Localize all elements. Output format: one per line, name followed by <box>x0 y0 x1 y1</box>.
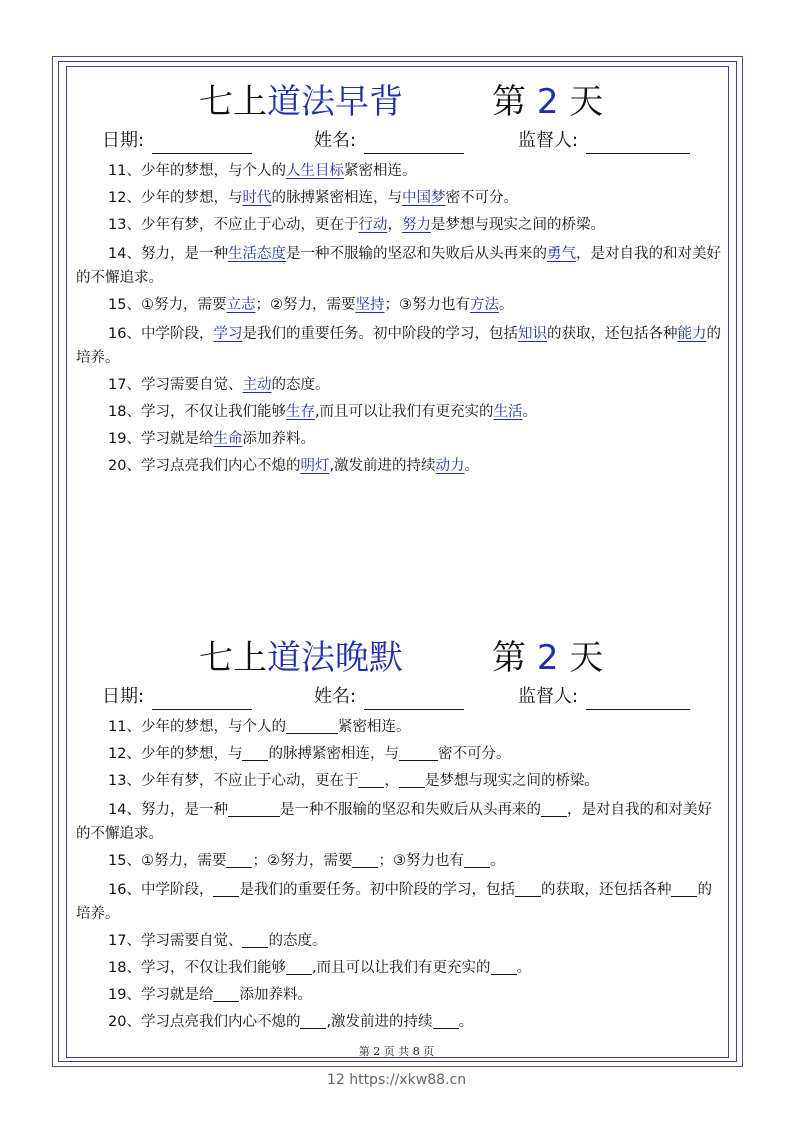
page-indicator: 第 2 页 共 8 页 <box>358 1045 435 1058</box>
item-text: 11、少年的梦想，与个人的 <box>108 163 286 179</box>
item-text: 15、①努力，需要 <box>108 853 227 869</box>
item-text: 的脉搏紧密相连，与 <box>271 190 402 206</box>
item-text: 的态度。 <box>268 933 327 949</box>
item-text: 14、努力，是一种 <box>108 246 228 262</box>
item-text: 15、①努力，需要 <box>108 297 227 313</box>
list-item <box>76 878 722 926</box>
list-item <box>76 742 722 766</box>
name-input-line[interactable] <box>364 689 464 710</box>
answer-blank[interactable] <box>515 880 541 897</box>
item-answer: 动力 <box>435 458 465 474</box>
list-item <box>76 400 722 424</box>
item-answer: 主动 <box>242 377 272 393</box>
evening-supervisor-field[interactable]: 监督人: <box>518 684 690 710</box>
item-text: 紧密相连。 <box>337 719 411 735</box>
answer-blank[interactable] <box>242 931 268 948</box>
item-answer: 人生目标 <box>285 163 344 179</box>
item-text: 13、少年有梦，不应止于心动，更在于 <box>108 773 359 789</box>
answer-blank[interactable] <box>491 958 517 975</box>
list-item <box>76 956 722 980</box>
morning-section <box>76 80 722 478</box>
item-text: 添加养料。 <box>242 431 315 447</box>
item-text: ；③努力也有 <box>378 853 464 869</box>
item-text: ；③努力也有 <box>384 297 470 313</box>
item-text: ，是对自我的和对美好的不懈追求。 <box>76 246 721 286</box>
list-item <box>76 159 722 183</box>
list-item <box>76 1010 722 1034</box>
answer-blank[interactable] <box>286 717 338 734</box>
list-item <box>76 715 722 739</box>
morning-supervisor-field[interactable]: 监督人: <box>518 128 690 154</box>
answer-blank[interactable] <box>671 880 697 897</box>
answer-blank[interactable] <box>399 744 438 761</box>
answer-blank[interactable] <box>358 771 384 788</box>
item-text: 。 <box>489 853 505 869</box>
item-text: 。 <box>464 458 480 474</box>
item-text: ， <box>387 217 402 233</box>
item-text: ；②努力，需要 <box>255 297 356 313</box>
list-item <box>76 454 722 478</box>
item-text: 是我们的重要任务。初中阶段的学习，包括 <box>242 326 518 342</box>
evening-title: 七上道法晚默 <box>199 638 403 678</box>
watermark-url: 12 https://xkw88.cn <box>326 1072 467 1088</box>
item-answer: 努力 <box>401 217 431 233</box>
item-text: 的培养。 <box>76 326 721 366</box>
list-item <box>76 213 722 237</box>
item-text: 20、学习点亮我们内心不熄的 <box>108 1014 301 1030</box>
answer-blank[interactable] <box>433 1012 459 1029</box>
item-text: 添加养料。 <box>239 987 312 1003</box>
item-text: 16、中学阶段， <box>108 326 214 342</box>
list-item <box>76 242 722 290</box>
evening-section <box>76 636 722 1034</box>
evening-day-label: 第 2 天 <box>492 638 604 678</box>
item-text: 20、学习点亮我们内心不熄的 <box>108 458 301 474</box>
answer-blank[interactable] <box>213 880 239 897</box>
list-item <box>76 373 722 397</box>
item-text: ,而且可以让我们有更充实的 <box>314 404 494 420</box>
item-text: ,激发前进的持续 <box>329 458 436 474</box>
item-text: 的态度。 <box>271 377 330 393</box>
answer-blank[interactable] <box>286 958 312 975</box>
list-item <box>76 929 722 953</box>
item-answer: 生活态度 <box>227 246 286 262</box>
item-text: 是一种不服输的坚忍和失败后从头再来的 <box>279 802 541 818</box>
list-item <box>76 798 722 846</box>
item-answer: 生存 <box>285 404 315 420</box>
list-item <box>76 427 722 451</box>
answer-blank[interactable] <box>228 800 280 817</box>
item-answer: 时代 <box>242 190 272 206</box>
item-answer: 明灯 <box>300 458 330 474</box>
item-text: 12、少年的梦想，与 <box>108 190 243 206</box>
item-text: ,而且可以让我们有更充实的 <box>311 960 491 976</box>
item-text: 18、学习，不仅让我们能够 <box>108 404 286 420</box>
item-text: ， <box>384 773 399 789</box>
item-answer: 中国梦 <box>401 190 446 206</box>
item-text: 的获取，还包括各种 <box>540 882 672 898</box>
list-item <box>76 186 722 210</box>
item-text: 的脉搏紧密相连，与 <box>268 746 399 762</box>
answer-blank[interactable] <box>226 851 252 868</box>
item-text: 的培养。 <box>76 882 712 922</box>
evening-name-field[interactable]: 姓名: <box>314 684 464 710</box>
list-item <box>76 322 722 370</box>
list-item <box>76 293 722 317</box>
item-answer: 能力 <box>677 326 707 342</box>
evening-info-row <box>76 684 722 712</box>
evening-title-row <box>76 636 722 684</box>
list-item <box>76 849 722 873</box>
answer-blank[interactable] <box>464 851 490 868</box>
answer-blank[interactable] <box>213 985 239 1002</box>
item-text: 17、学习需要自觉、 <box>108 377 243 393</box>
item-text: 。 <box>458 1014 474 1030</box>
supervisor-input-line[interactable] <box>586 133 690 154</box>
morning-title-row <box>76 80 722 128</box>
item-text: 是梦想与现实之间的桥梁。 <box>430 217 605 233</box>
item-text: 是一种不服输的坚忍和失败后从头再来的 <box>285 246 547 262</box>
item-text: 19、学习就是给 <box>108 431 214 447</box>
morning-info-row <box>76 128 722 156</box>
item-text: 是梦想与现实之间的桥梁。 <box>424 773 599 789</box>
item-answer: 知识 <box>517 326 547 342</box>
answer-blank[interactable] <box>242 744 268 761</box>
supervisor-input-line[interactable] <box>586 689 690 710</box>
item-answer: 立志 <box>226 297 256 313</box>
item-text: 。 <box>516 960 532 976</box>
item-answer: 行动 <box>358 217 388 233</box>
item-text: 紧密相连。 <box>343 163 417 179</box>
item-text: 13、少年有梦，不应止于心动，更在于 <box>108 217 359 233</box>
item-answer: 勇气 <box>546 246 576 262</box>
evening-items-list <box>76 715 722 1034</box>
morning-date-field[interactable]: 日期: <box>102 128 252 154</box>
item-text: 。 <box>498 297 514 313</box>
answer-blank[interactable] <box>300 1012 326 1029</box>
item-answer: 学习 <box>213 326 243 342</box>
morning-title: 七上道法早背 <box>199 82 403 122</box>
item-text: 16、中学阶段， <box>108 882 214 898</box>
item-answer: 生活 <box>493 404 523 420</box>
answer-blank[interactable] <box>352 851 378 868</box>
item-text: 12、少年的梦想，与 <box>108 746 243 762</box>
morning-items-list <box>76 159 722 478</box>
morning-name-field[interactable]: 姓名: <box>314 128 464 154</box>
date-input-line[interactable] <box>152 133 252 154</box>
item-answer: 坚持 <box>355 297 385 313</box>
evening-date-field[interactable]: 日期: <box>102 684 252 710</box>
item-text: 的获取，还包括各种 <box>546 326 678 342</box>
item-text: 19、学习就是给 <box>108 987 214 1003</box>
list-item <box>76 983 722 1007</box>
item-text: 。 <box>522 404 538 420</box>
item-text: 14、努力，是一种 <box>108 802 228 818</box>
name-input-line[interactable] <box>364 133 464 154</box>
item-text: 18、学习，不仅让我们能够 <box>108 960 286 976</box>
item-text: ；②努力，需要 <box>252 853 353 869</box>
item-text: 密不可分。 <box>437 746 511 762</box>
answer-blank[interactable] <box>399 771 425 788</box>
date-input-line[interactable] <box>152 689 252 710</box>
morning-day-label: 第 2 天 <box>492 82 604 122</box>
item-text: ,激发前进的持续 <box>326 1014 433 1030</box>
item-text: 密不可分。 <box>445 190 518 206</box>
list-item <box>76 769 722 793</box>
item-text: ，是对自我的和对美好的不懈追求。 <box>76 802 712 842</box>
item-text: 17、学习需要自觉、 <box>108 933 243 949</box>
item-answer: 方法 <box>469 297 499 313</box>
item-text: 是我们的重要任务。初中阶段的学习，包括 <box>239 882 515 898</box>
answer-blank[interactable] <box>541 800 567 817</box>
item-text: 11、少年的梦想，与个人的 <box>108 719 286 735</box>
item-answer: 生命 <box>213 431 243 447</box>
